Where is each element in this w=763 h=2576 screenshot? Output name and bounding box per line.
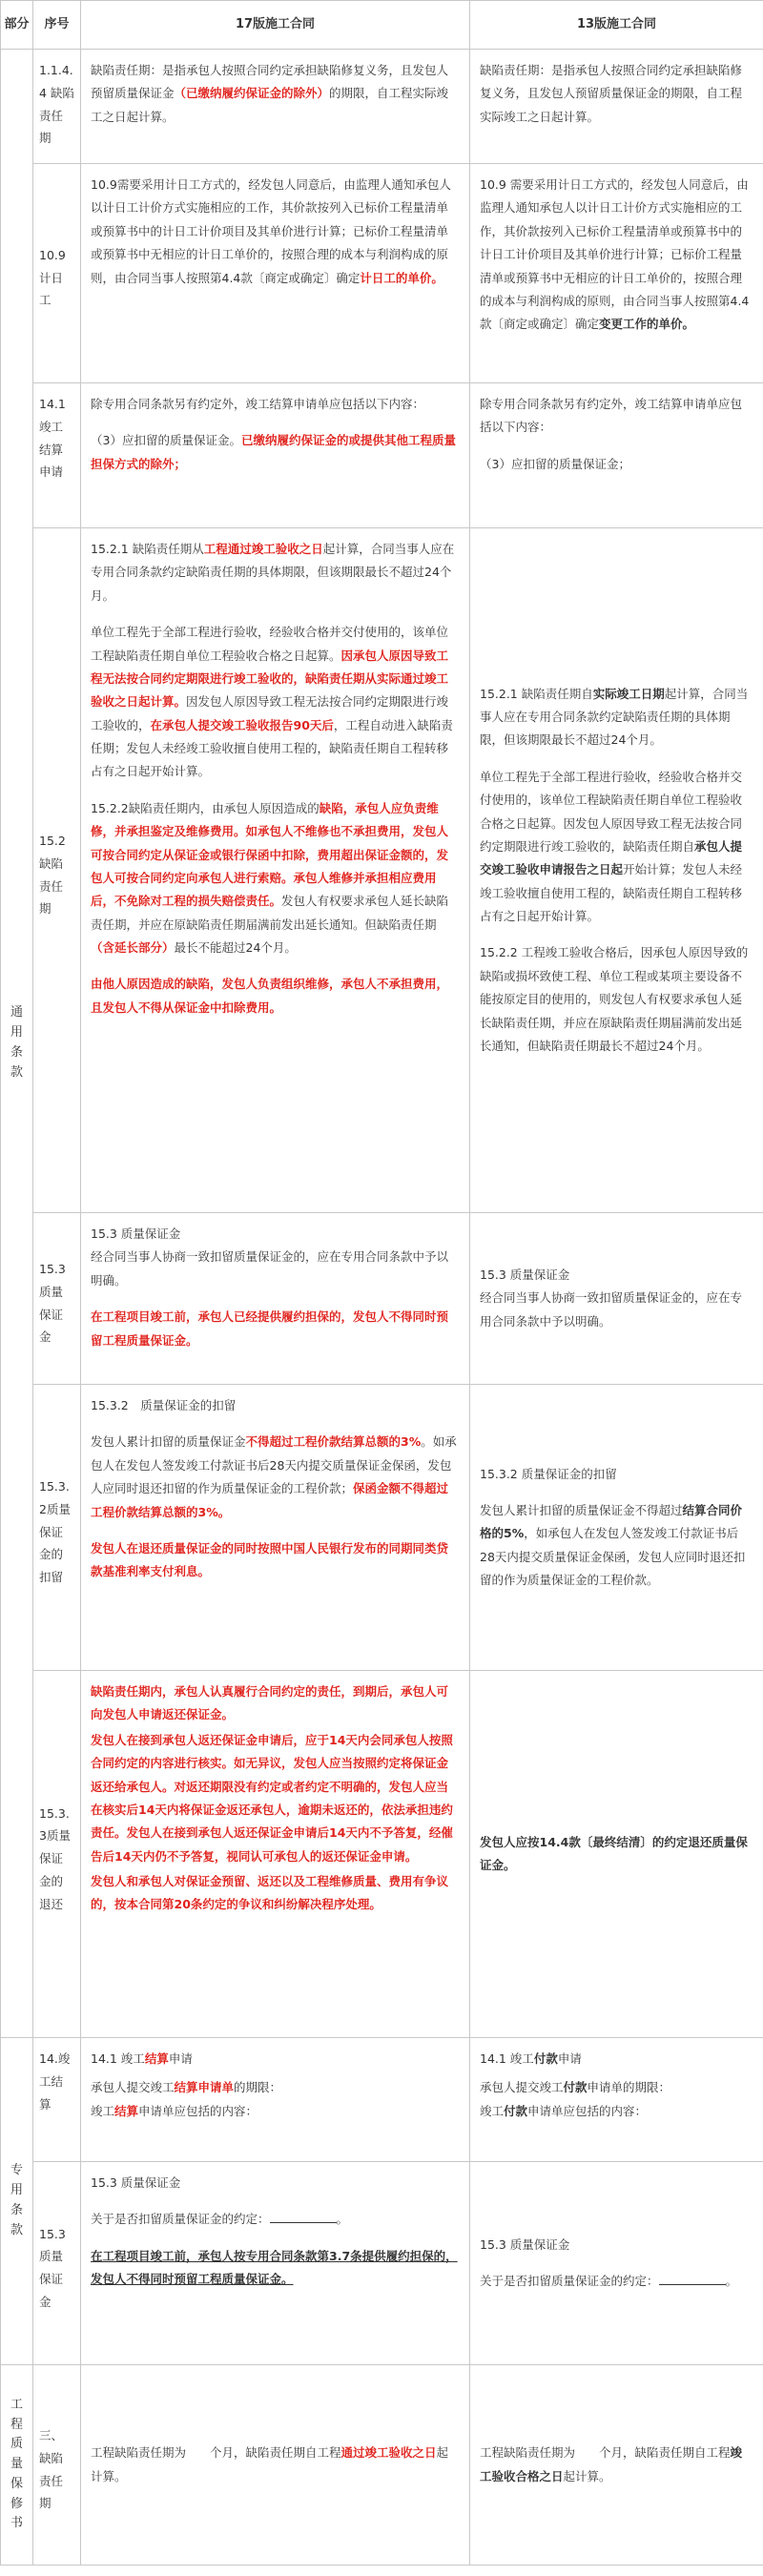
clause-17: 15.2.1 缺陷责任期从工程通过竣工验收之日起计算，合同当事人应在专用合同条款约定缺陷责任期的具体期限，但该期限最长不超过24个月。 单位工程先于全部工程进行验收，经验收合格并交付使用的，该单位工程缺陷责任期自单位工程验收合格之日起算。因承包人原因导致工程无法按合同约定期限进行竣工验收的，缺陷责任期从实际通过竣工验收之日起计算。因发包人原因导致工程无法按合同约定期限进行竣工验收的，在承包人提交竣工验收报告90天后，工程自动进入缺陷责任期；发包人未经竣工验收擅自使用工程的，缺陷责任期自工程转移占有之日起开始计算。 15.2.2缺陷责任期内，由承包人原因造成的缺陷，承包人应负责维修，并承担鉴定及维修费用。如承包人不维修也不承担费用，发包人可按合同约定从保证金或银行保函中扣除，费用超出保证金额的，发包人可按合同约定向承包人进行索赔。承包人维修并承担相应费用后，不免除对工程的损失赔偿责任。发包人有权要求承包人延长缺陷责任期，并应在原缺陷责任期届满前发出延长通知。但缺陷责任期（含延长部分）最长不能超过24个月。 由他人原因造成的缺陷，发包人负责组织维修，承包人不承担费用，且发包人不得从保证金中扣除费用。 [81,528,470,1213]
clause-13: 14.1 竣工付款申请 承包人提交竣工付款申请单的期限： 竣工付款申请单应包括的内容： [470,2038,763,2162]
section-warranty: 工程质量保修书 [1,2365,33,2566]
table-row [1,1385,763,1671]
table-row [1,2038,763,2162]
clause-no: 15.3.2质量保证金的扣留 [33,1385,81,1671]
table-row [1,383,763,528]
clause-no: 15.2 缺陷责任期 [33,528,81,1213]
fill-blank[interactable] [659,2274,726,2285]
table-header-row [1,1,763,50]
clause-no: 15.3.3质量保证金的退还 [33,1671,81,2038]
table-row [1,164,763,383]
table-row [1,528,763,1213]
clause-17: 工程缺陷责任期为 个月，缺陷责任期自工程通过竣工验收之日起计算。 [81,2365,470,2566]
clause-no: 15.3 质量保证金 [33,2162,81,2365]
clause-17: 14.1 竣工结算申请 承包人提交竣工结算申请单的期限： 竣工结算申请单应包括的内容： [81,2038,470,2162]
clause-13: 15.3.2 质量保证金的扣留 发包人累计扣留的质量保证金不得超过结算合同价格的5%，如承包人在发包人签发竣工付款证书后28天内提交质量保证金保函，发包人应同时退还扣留的作为质量保证金的工程价款。 [470,1385,763,1671]
header-no: 序号 [33,1,81,50]
clause-no: 1.1.4.4 缺陷责任期 [33,50,81,164]
table-row [1,2162,763,2365]
clause-no: 10.9 计日工 [33,164,81,383]
clause-13: 发包人应按14.4款〔最终结清〕的约定退还质量保证金。 [470,1671,763,2038]
clause-17: 15.3.2 质量保证金的扣留 发包人累计扣留的质量保证金不得超过工程价款结算总额的3%。如承包人在发包人签发竣工付款证书后28天内提交质量保证金保函，发包人应同时退还扣留的作为质量保证金的工程价款；保函金额不得超过工程价款结算总额的3%。 发包人在退还质量保证金的同时按照中国人民银行发布的同期同类贷款基准利率支付利息。 [81,1385,470,1671]
clause-13: 15.3 质量保证金 关于是否扣留质量保证金的约定： 。 [470,2162,763,2365]
header-part: 部分 [1,1,33,50]
clause-13: 缺陷责任期：是指承包人按照合同约定承担缺陷修复义务，且发包人预留质量保证金的期限，自工程实际竣工之日起计算。 [470,50,763,164]
clause-17: 缺陷责任期：是指承包人按照合同约定承担缺陷修复义务，且发包人预留质量保证金（已缴纳履约保证金的除外）的期限，自工程实际竣工之日起计算。 [81,50,470,164]
clause-no: 15.3 质量保证金 [33,1213,81,1385]
header-col13: 13版施工合同 [470,1,763,50]
table-row [1,50,763,164]
table-row [1,2365,763,2566]
clause-no: 14.竣工结算 [33,2038,81,2162]
clause-13: 工程缺陷责任期为 个月，缺陷责任期自工程竣工验收合格之日起计算。 [470,2365,763,2566]
section-general: 通用条款 [1,50,33,2038]
header-col17: 17版施工合同 [81,1,470,50]
clause-17: 15.3 质量保证金 关于是否扣留质量保证金的约定： 。 在工程项目竣工前，承包人按专用合同条款第3.7条提供履约担保的，发包人不得同时预留工程质量保证金。 [81,2162,470,2365]
clause-no: 14.1竣工结算申请 [33,383,81,528]
section-special: 专用条款 [1,2038,33,2365]
table-row [1,1671,763,2038]
clause-13: 除专用合同条款另有约定外，竣工结算申请单应包括以下内容： （3）应扣留的质量保证金； [470,383,763,528]
fill-blank[interactable] [270,2212,337,2223]
clause-17: 10.9需要采用计日工方式的，经发包人同意后，由监理人通知承包人以计日工计价方式实施相应的工作，其价款按列入已标价工程量清单或预算书中的计日工计价项目及其单价进行计算；已标价工程量清单或预算书中无相应的计日工单价的，按照合理的成本与利润构成的原则，由合同当事人按照第4.4款〔商定或确定〕确定计日工的单价。 [81,164,470,383]
clause-13: 15.2.1 缺陷责任期自实际竣工日期起计算，合同当事人应在专用合同条款约定缺陷责任期的具体期限，但该期限最长不超过24个月。 单位工程先于全部工程进行验收，经验收合格并交付使用的，该单位工程缺陷责任期自单位工程验收合格之日起算。因发包人原因导致工程无法按合同约定期限进行竣工验收的，缺陷责任期自承包人提交竣工验收申请报告之日起开始计算；发包人未经竣工验收擅自使用工程的，缺陷责任期自工程转移占有之日起开始计算。 15.2.2 工程竣工验收合格后，因承包人原因导致的缺陷或损坏致使工程、单位工程或某项主要设备不能按原定目的使用的，则发包人有权要求承包人延长缺陷责任期，并应在原缺陷责任期届满前发出延长通知，但缺陷责任期最长不超过24个月。 [470,528,763,1213]
clause-13: 15.3 质量保证金 经合同当事人协商一致扣留质量保证金的，应在专用合同条款中予以明确。 [470,1213,763,1385]
clause-no: 三、缺陷责任期 [33,2365,81,2566]
clause-17: 缺陷责任期内，承包人认真履行合同约定的责任，到期后，承包人可向发包人申请返还保证金。 发包人在接到承包人返还保证金申请后，应于14天内会同承包人按照合同约定的内容进行核实。如无异议，发包人应当按照约定将保证金返还给承包人。对返还期限没有约定或者约定不明确的，发包人应当在核实后14天内将保证金返还承包人，逾期未返还的，依法承担违约责任。发包人在接到承包人返还保证金申请后14天内不予答复，经催告后14天内仍不予答复，视同认可承包人的返还保证金申请。 发包人和承包人对保证金预留、返还以及工程维修质量、费用有争议的，按本合同第20条约定的争议和纠纷解决程序处理。 [81,1671,470,2038]
table-row [1,1213,763,1385]
clause-17: 15.3 质量保证金 经合同当事人协商一致扣留质量保证金的，应在专用合同条款中予以明确。 在工程项目竣工前，承包人已经提供履约担保的，发包人不得同时预留工程质量保证金。 [81,1213,470,1385]
clause-13: 10.9 需要采用计日工方式的，经发包人同意后，由监理人通知承包人以计日工计价方式实施相应的工作，其价款按列入已标价工程量清单或预算书中的计日工计价项目及其单价进行计算；已标价工程量清单或预算书中无相应的计日工单价的，按照合理的成本与利润构成的原则，由合同当事人按照第4.4款〔商定或确定〕确定变更工作的单价。 [470,164,763,383]
clause-17: 除专用合同条款另有约定外，竣工结算申请单应包括以下内容： （3）应扣留的质量保证金。已缴纳履约保证金的或提供其他工程质量担保方式的除外； [81,383,470,528]
